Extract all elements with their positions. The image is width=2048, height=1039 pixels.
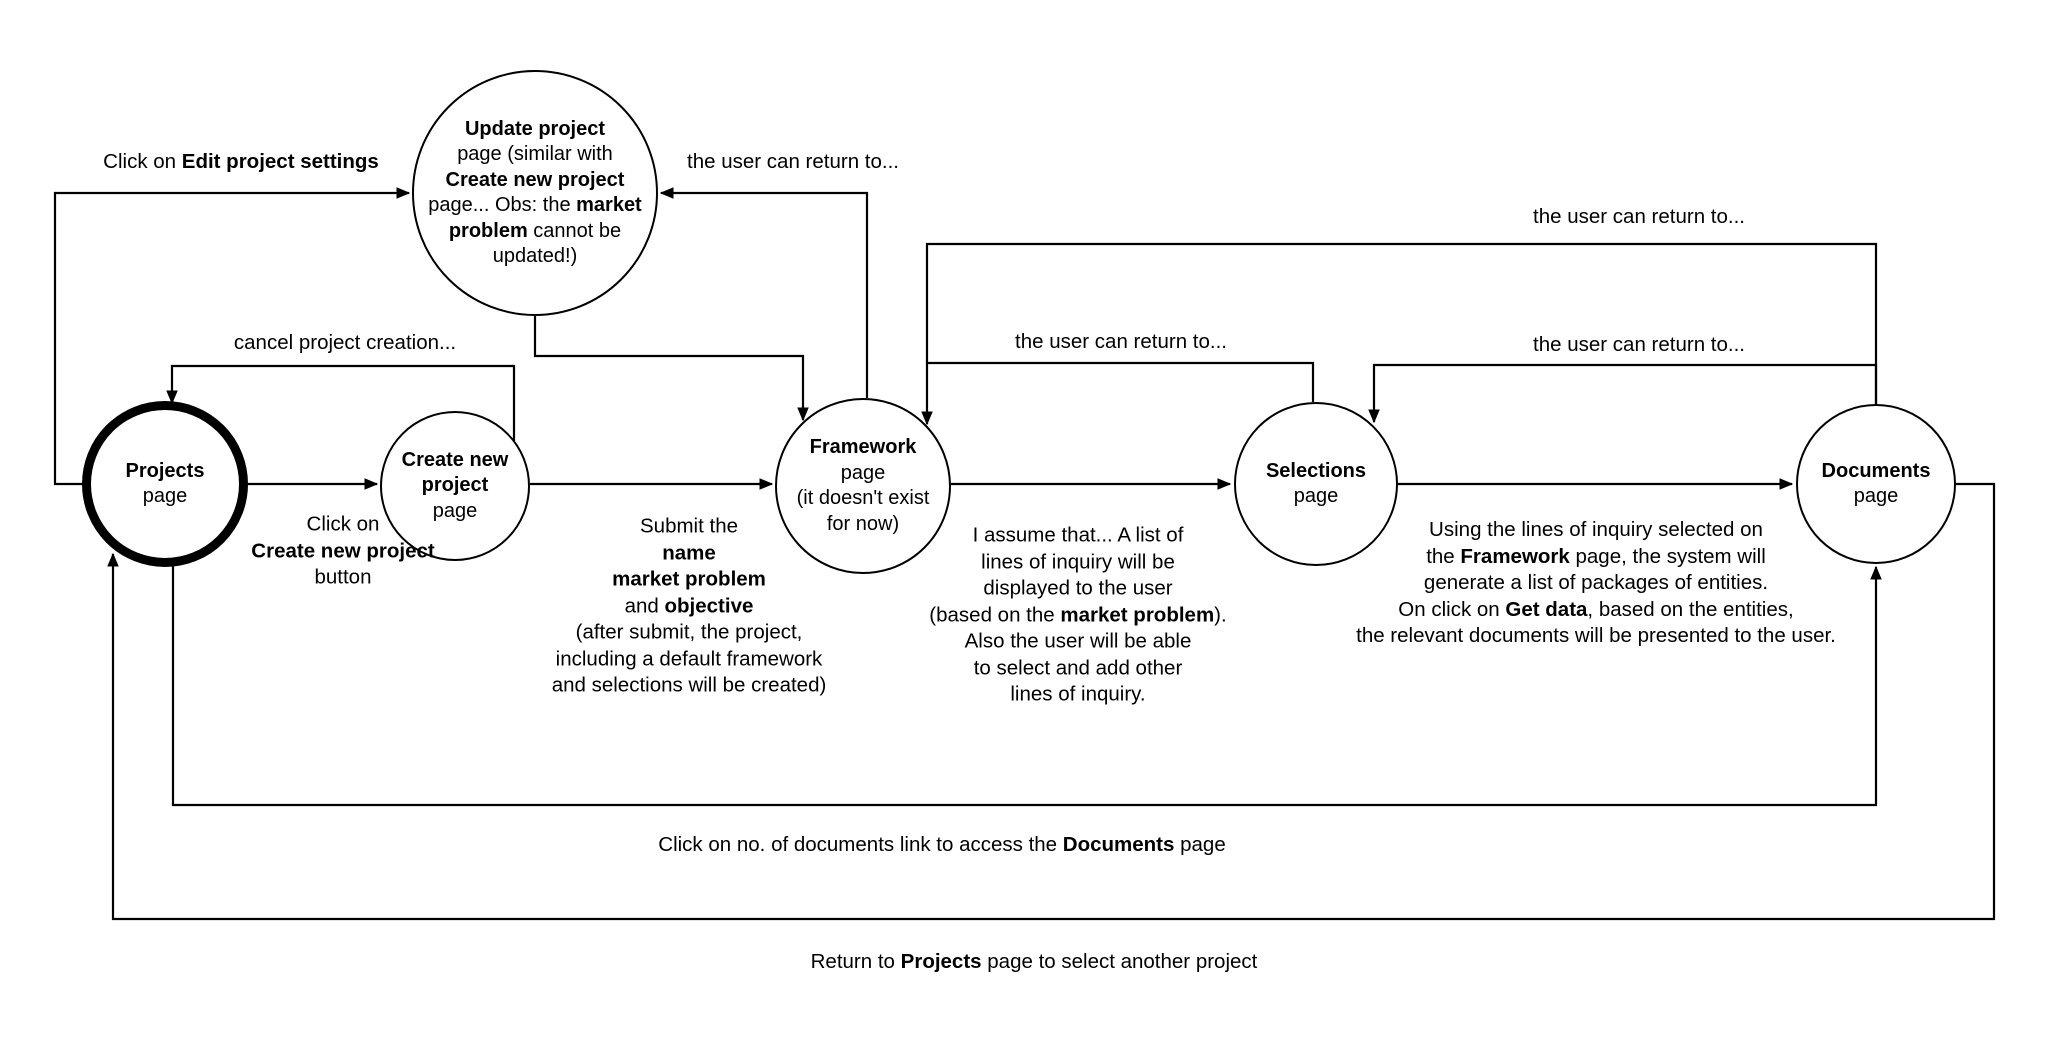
text-segment: project <box>421 474 489 497</box>
label-submit-note-text-line <box>552 646 827 673</box>
text-segment: including a default framework <box>555 646 823 670</box>
text-segment: page (similar with <box>457 143 613 165</box>
label-selections-note-text-line <box>1356 543 1836 570</box>
label-framework-assumption-note <box>929 522 1226 708</box>
text-segment: problem <box>448 219 528 242</box>
text-segment: Return to <box>810 949 901 973</box>
label-return-to-projects-text-line <box>811 949 1258 976</box>
label-selections-note-text-line <box>1356 596 1836 623</box>
label-submit-note-text-line <box>552 513 827 540</box>
text-segment: lines of inquiry. <box>1010 682 1146 706</box>
node-update-project-text-line <box>457 142 613 168</box>
label-submit-note-text-line <box>552 619 827 646</box>
text-segment: page to select another project <box>981 949 1258 973</box>
text-segment: Also the user will be able <box>964 629 1192 653</box>
label-click-edit-project-settings <box>103 149 379 176</box>
label-selections-note-text-line <box>1356 517 1836 544</box>
node-projects-text-line <box>143 484 188 510</box>
text-segment: page, the system will <box>1569 544 1766 568</box>
text-segment: for now) <box>826 512 900 535</box>
text-segment: market problem <box>1060 602 1215 626</box>
label-return-selections-to-framework-text-line <box>1015 329 1227 356</box>
text-segment: lines of inquiry will be <box>981 549 1175 573</box>
text-segment: cancel project creation... <box>233 330 457 354</box>
label-click-create-new-project-text-line <box>251 511 434 538</box>
text-segment: the <box>1426 544 1461 568</box>
text-segment: market <box>576 194 642 216</box>
text-segment: page <box>840 461 886 484</box>
text-segment: (after submit, the project, <box>575 620 803 644</box>
node-update-project-text-line <box>428 193 641 219</box>
node-update-project-text-line <box>465 117 605 143</box>
label-return-documents-to-framework <box>1533 204 1745 231</box>
text-segment: ). <box>1214 602 1227 626</box>
text-segment: I assume that... A list of <box>972 523 1184 547</box>
label-cancel-project-creation <box>234 330 456 357</box>
node-create-new-project-text-line <box>422 473 489 499</box>
node-documents-text-line <box>1854 484 1899 510</box>
node-framework-text-line <box>827 512 899 538</box>
label-framework-assumption-note-text-line <box>929 681 1226 708</box>
label-return-documents-to-selections-text-line <box>1533 332 1745 359</box>
edge-documents-to-selections <box>1374 365 1876 422</box>
text-segment: cannot be <box>527 219 622 242</box>
node-projects-text-line <box>126 459 205 485</box>
text-segment: Get data <box>1505 597 1588 621</box>
node-update-project <box>412 70 658 316</box>
text-segment: page... Obs: the <box>428 194 577 216</box>
text-segment: the relevant documents will be presented to the user. <box>1356 623 1836 647</box>
label-submit-note <box>552 513 827 699</box>
node-update-project-text-line <box>493 244 578 270</box>
text-segment: Edit project settings <box>181 149 379 173</box>
label-return-documents-to-framework-text-line <box>1533 204 1745 231</box>
text-segment: page <box>142 485 188 507</box>
label-click-no-of-documents <box>658 832 1225 859</box>
label-cancel-project-creation-text-line <box>234 330 456 357</box>
label-submit-note-text-line <box>552 593 827 620</box>
edge-update-to-framework <box>535 316 803 420</box>
text-segment: Click on <box>306 512 380 536</box>
edge-selections-to-framework <box>927 363 1313 424</box>
edge-documents-to-framework <box>927 244 1876 404</box>
label-submit-note-text-line <box>552 540 827 567</box>
text-segment: page <box>1853 485 1899 507</box>
label-framework-assumption-note-text-line <box>929 602 1226 629</box>
text-segment: Click on <box>103 149 182 173</box>
label-click-create-new-project-text-line <box>251 564 434 591</box>
text-segment: updated!) <box>492 245 578 267</box>
node-selections-text-line <box>1266 459 1366 485</box>
node-framework-text-line <box>797 486 930 512</box>
text-segment: Projects <box>900 949 982 973</box>
text-segment: Create new project <box>251 538 435 562</box>
text-segment: page <box>1293 485 1339 507</box>
edge-framework-to-update <box>661 193 867 398</box>
text-segment: Create new project <box>445 168 625 191</box>
label-framework-assumption-note-text-line <box>929 549 1226 576</box>
label-click-create-new-project-text-line <box>251 538 434 565</box>
text-segment: (based on the <box>929 602 1061 626</box>
label-return-documents-to-selections <box>1533 332 1745 359</box>
text-segment: market problem <box>612 567 766 591</box>
text-segment: displayed to the user <box>983 576 1173 600</box>
text-segment: generate a list of packages of entities. <box>1423 570 1769 594</box>
text-segment: page <box>1174 832 1226 856</box>
text-segment: Framework <box>1460 544 1570 568</box>
label-framework-assumption-note-text-line <box>929 522 1226 549</box>
text-segment: Framework <box>809 436 917 458</box>
text-segment: Create new <box>401 448 509 471</box>
text-segment: and selections will be created) <box>551 673 827 697</box>
label-click-no-of-documents-text-line <box>658 832 1225 859</box>
label-selections-note-text-line <box>1356 623 1836 650</box>
text-segment: Selections <box>1265 459 1367 482</box>
text-segment: On click on <box>1398 597 1506 621</box>
label-click-edit-project-settings-text-line <box>103 149 379 176</box>
node-documents-text-line <box>1822 459 1931 485</box>
text-segment: Projects <box>125 459 205 482</box>
label-framework-assumption-note-text-line <box>929 575 1226 602</box>
text-segment: Click on no. of documents link to access the <box>658 832 1063 856</box>
label-submit-note-text-line <box>552 672 827 699</box>
text-segment: button <box>314 565 372 589</box>
label-click-create-new-project <box>251 511 434 591</box>
label-selections-note-text-line <box>1356 570 1836 597</box>
text-segment: page <box>432 499 478 522</box>
text-segment: the user can return to... <box>1015 329 1227 353</box>
label-submit-note-text-line <box>552 566 827 593</box>
text-segment: Documents <box>1062 832 1175 856</box>
text-segment: Update project <box>464 117 606 140</box>
label-framework-assumption-note-text-line <box>929 628 1226 655</box>
node-update-project-text-line <box>446 168 625 194</box>
text-segment: the user can return to... <box>687 149 899 173</box>
text-segment: and <box>624 593 665 617</box>
node-framework-text-line <box>841 461 886 487</box>
text-segment: Using the lines of inquiry selected on <box>1429 517 1763 541</box>
text-segment: (it doesn't exist <box>796 487 930 509</box>
label-selections-note <box>1356 517 1836 650</box>
text-segment: objective <box>664 593 754 617</box>
node-create-new-project-text-line <box>402 448 509 474</box>
node-projects <box>82 401 248 567</box>
label-return-framework-to-update <box>687 149 899 176</box>
text-segment: the user can return to... <box>1533 204 1745 228</box>
text-segment: Documents <box>1821 459 1931 482</box>
node-selections-text-line <box>1294 484 1339 510</box>
label-return-framework-to-update-text-line <box>687 149 899 176</box>
node-create-new-project-text-line <box>433 499 478 525</box>
text-segment: , based on the entities, <box>1587 597 1794 621</box>
node-framework-text-line <box>810 435 917 461</box>
label-return-selections-to-framework <box>1015 329 1227 356</box>
text-segment: the user can return to... <box>1533 332 1745 356</box>
text-segment: Submit the <box>640 514 738 538</box>
label-framework-assumption-note-text-line <box>929 655 1226 682</box>
node-update-project-text-line <box>449 219 621 245</box>
label-return-to-projects <box>811 949 1258 976</box>
text-segment: name <box>662 540 716 564</box>
text-segment: to select and add other <box>973 655 1183 679</box>
